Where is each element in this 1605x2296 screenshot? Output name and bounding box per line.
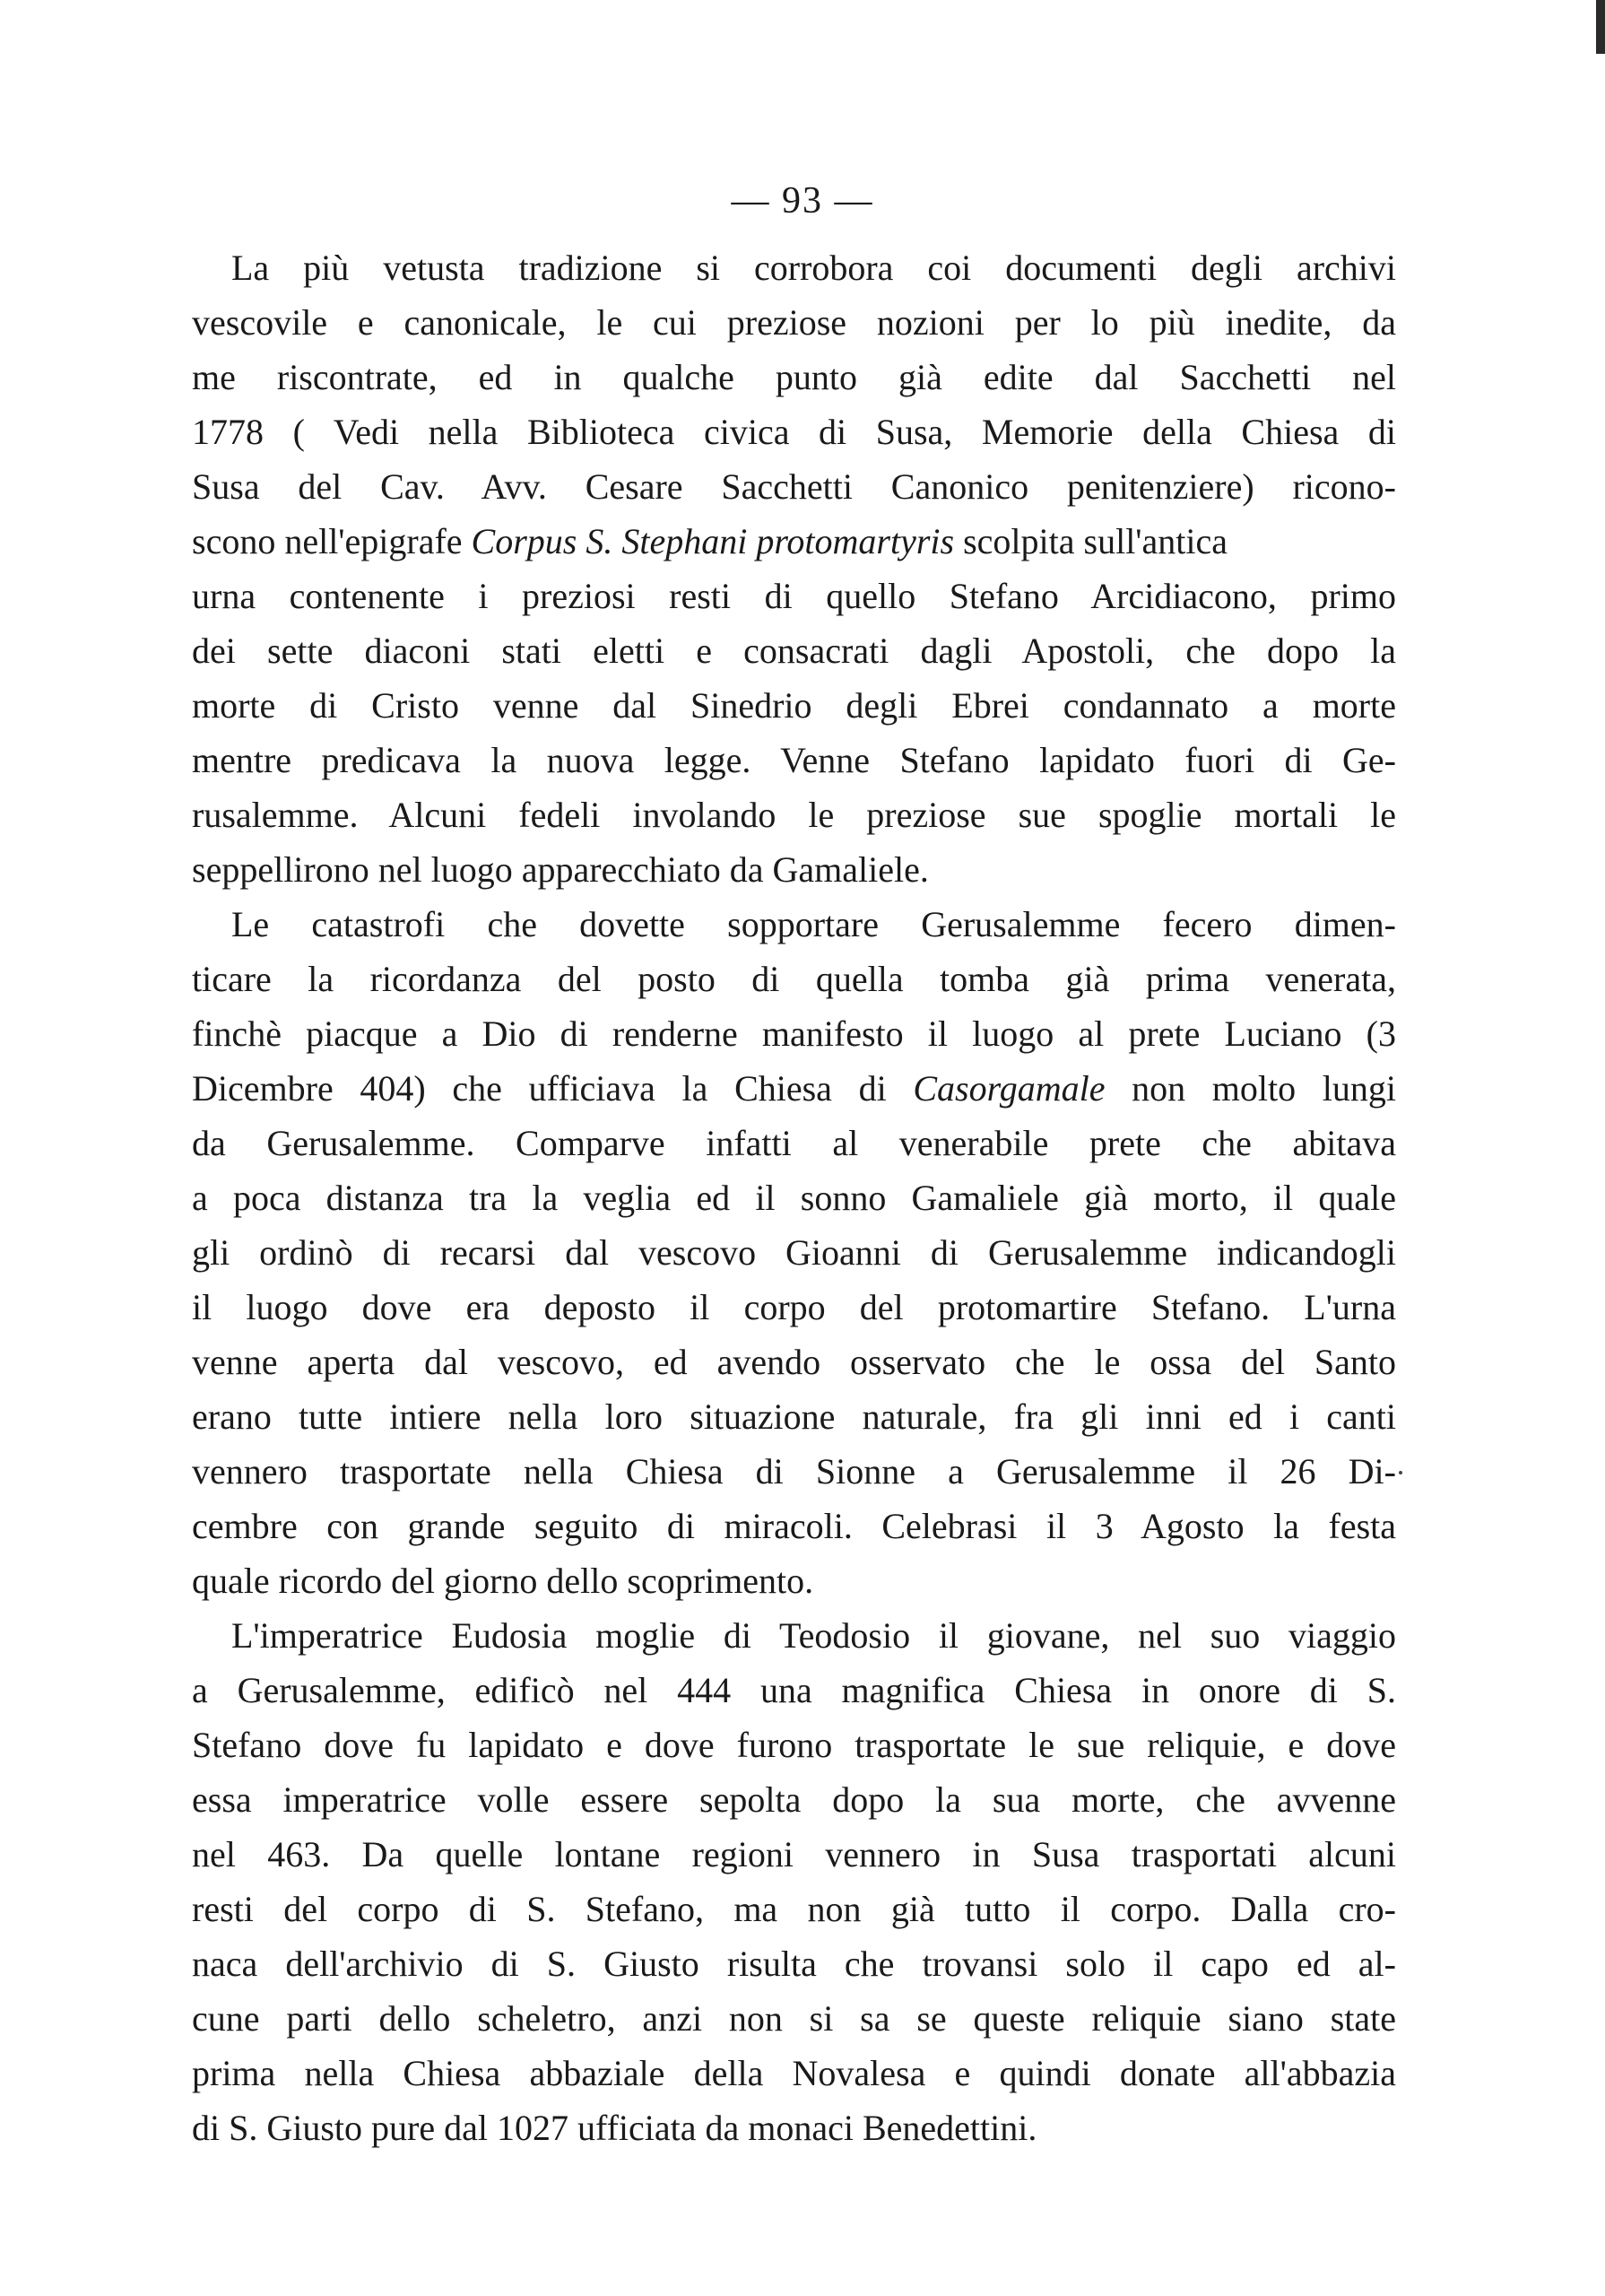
text-line: a poca distanza tra la veglia ed il sonno Gamaliele già morto, il quale <box>192 1178 1396 1218</box>
italic-phrase: Corpus S. Stephani protomartyris <box>471 521 955 561</box>
text-line: cune parti dello scheletro, anzi non si sa se queste reliquie siano state <box>192 1998 1396 2039</box>
text-line: mentre predicava la nuova legge. Venne Stefano lapidato fuori di Ge- <box>192 740 1396 780</box>
body-text <box>192 240 1396 2155</box>
text-line: vescovile e canonicale, le cui preziose nozioni per lo più inedite, da <box>192 302 1396 343</box>
text-line: cembre con grande seguito di miracoli. Celebrasi il 3 Agosto la festa <box>192 1506 1396 1546</box>
text-line: vennero trasportate nella Chiesa di Sionne a Gerusalemme il 26 Di- <box>192 1451 1396 1492</box>
text-line: rusalemme. Alcuni fedeli involando le preziose sue spoglie mortali le <box>192 795 1396 835</box>
italic-phrase: Casorgamale <box>913 1068 1106 1109</box>
text-line: Le catastrofi che dovette sopportare Gerusalemme fecero dimen- <box>231 904 1396 944</box>
page-number: — 93 — <box>731 180 874 222</box>
text-line: dei sette diaconi stati eletti e consacrati dagli Apostoli, che dopo la <box>192 631 1396 671</box>
text-line: Susa del Cav. Avv. Cesare Sacchetti Canonico penitenziere) ricono- <box>192 466 1396 507</box>
text-line: ticare la ricordanza del posto di quella tomba già prima venerata, <box>192 959 1396 999</box>
text-line: nel 463. Da quelle lontane regioni vennero in Susa trasportati alcuni <box>192 1834 1396 1874</box>
text-line: L'imperatrice Eudosia moglie di Teodosio il giovane, nel suo viaggio <box>231 1615 1396 1656</box>
text-line: da Gerusalemme. Comparve infatti al venerabile prete che abitava <box>192 1123 1396 1163</box>
ink-speck <box>1399 1471 1402 1474</box>
text-line: gli ordinò di recarsi dal vescovo Gioanni di Gerusalemme indicandogli <box>192 1232 1396 1273</box>
text-line: urna contenente i preziosi resti di quello Stefano Arcidiacono, primo <box>192 576 1396 616</box>
text-line: erano tutte intiere nella loro situazione naturale, fra gli inni ed i canti <box>192 1396 1396 1437</box>
text-line: il luogo dove era deposto il corpo del protomartire Stefano. L'urna <box>192 1287 1396 1327</box>
text-line: prima nella Chiesa abbaziale della Novalesa e quindi donate all'abbazia <box>192 2053 1396 2093</box>
text-line: morte di Cristo venne dal Sinedrio degli Ebrei condannato a morte <box>192 685 1396 726</box>
text-line: quale ricordo del giorno dello scoprimento. <box>192 1561 814 1601</box>
text-line: resti del corpo di S. Stefano, ma non già tutto il corpo. Dalla cro- <box>192 1889 1396 1929</box>
text-line-with-italic: scono nell'epigrafe Corpus S. Stephani protomartyris scolpita sull'antica <box>192 521 1228 561</box>
text-line: venne aperta dal vescovo, ed avendo osservato che le ossa del Santo <box>192 1342 1396 1382</box>
text-line: finchè piacque a Dio di renderne manifesto il luogo al prete Luciano (3 <box>192 1013 1396 1054</box>
page-edge-mark <box>1596 0 1605 54</box>
text-line: di S. Giusto pure dal 1027 ufficiata da monaci Benedettini. <box>192 2108 1037 2148</box>
text-line: La più vetusta tradizione si corrobora coi documenti degli archivi <box>231 248 1396 288</box>
text-line: naca dell'archivio di S. Giusto risulta che trovansi solo il capo ed al- <box>192 1944 1396 1984</box>
text-line: me riscontrate, ed in qualche punto già edite dal Sacchetti nel <box>192 357 1396 397</box>
paragraph-3 <box>192 1608 1396 2155</box>
text-line: essa imperatrice volle essere sepolta dopo la sua morte, che avvenne <box>192 1779 1396 1820</box>
text-line: Stefano dove fu lapidato e dove furono trasportate le sue reliquie, e dove <box>192 1725 1396 1765</box>
text-line: a Gerusalemme, edificò nel 444 una magnifica Chiesa in onore di S. <box>192 1670 1396 1710</box>
text-line-with-italic: Dicembre 404) che ufficiava la Chiesa di Casorgamale non molto lungi <box>192 1068 1396 1109</box>
paragraph-2 <box>192 897 1396 1608</box>
text-line: 1778 ( Vedi nella Biblioteca civica di Susa, Memorie della Chiesa di <box>192 412 1396 452</box>
paragraph-1 <box>192 240 1396 897</box>
text-line: seppellirono nel luogo apparecchiato da Gamaliele. <box>192 849 929 890</box>
